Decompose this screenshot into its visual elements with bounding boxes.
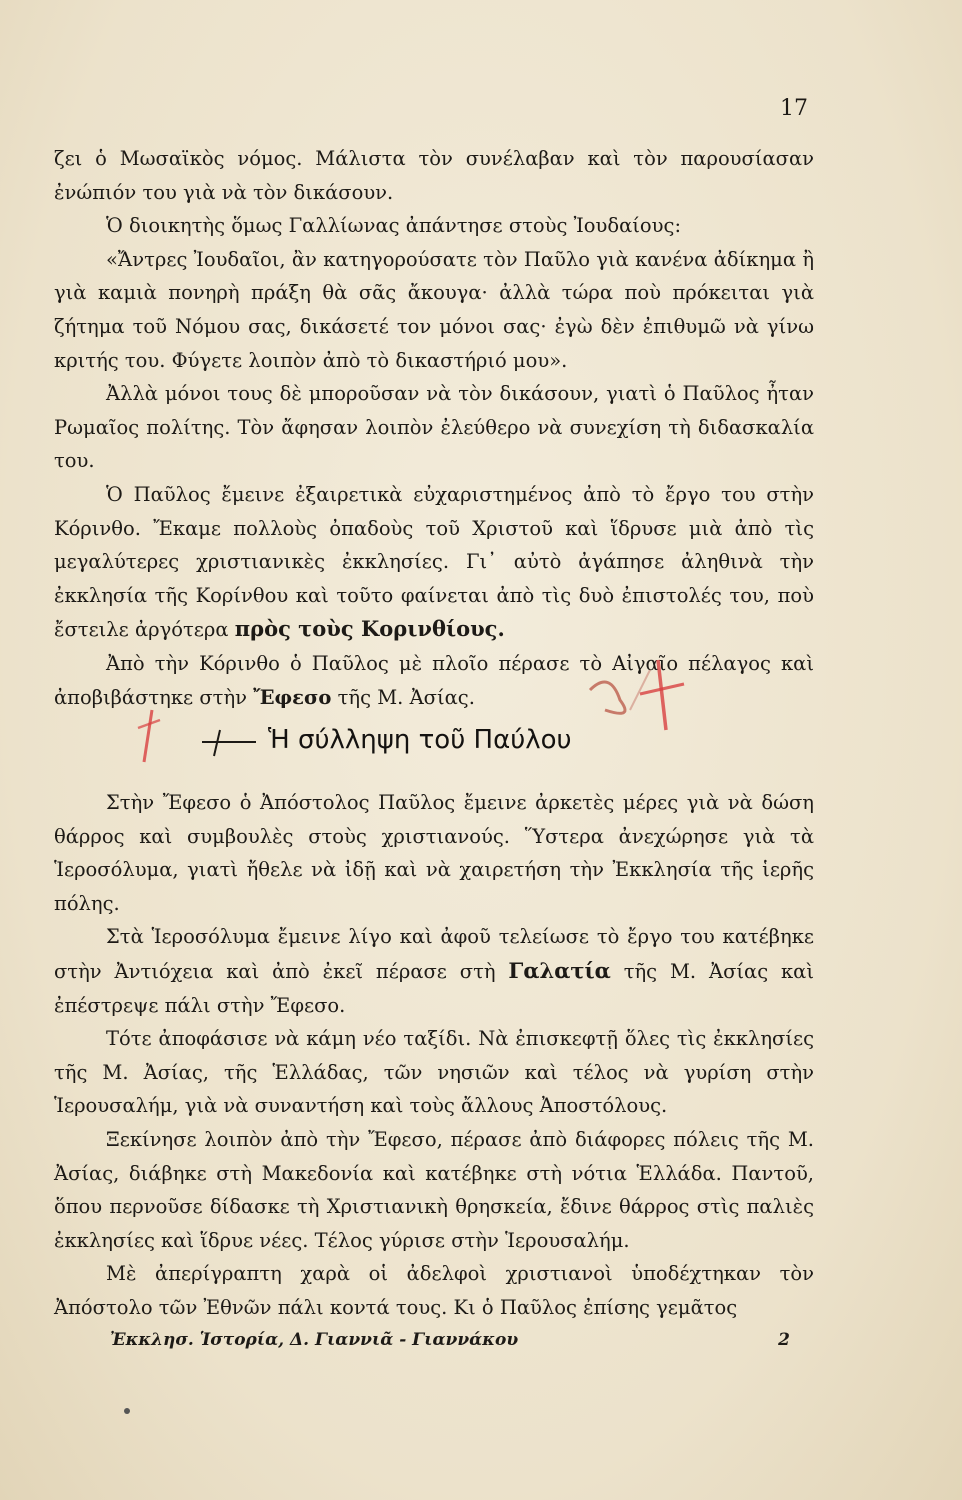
page-number: 17 xyxy=(780,96,808,121)
footer-citation: Ἐκκλησ. Ἱστορία, Δ. Γιαννιᾶ - Γιαννάκου xyxy=(110,1330,519,1350)
bold-phrase: Γαλατία xyxy=(508,957,611,983)
paragraph: «Ἄντρες Ἰουδαῖοι, ἂν κατηγορούσατε τὸν Παῦλο γιὰ κανένα ἀδίκημα ἢ γιὰ καμιὰ πονηρὴ πράξη θὰ σᾶς ἄκουγα· ἀλλὰ τώρα ποὺ πρόκειται γιὰ ζήτημα τοῦ Νόμου σας, δικάσετέ τον μόνοι σας· ἐγὼ δὲν ἐπιθυμῶ νὰ γίνω κριτής του. Φύγετε λοιπὸν ἀπὸ τὸ δικαστήριό μου». xyxy=(54,247,814,372)
heading-title: Ἡ σύλληψη τοῦ Παύλου xyxy=(268,725,572,755)
paragraph: Ὁ Παῦλος ἔμεινε ἐξαιρετικὰ εὐχαριστημένος ἀπὸ τὸ ἔργο του στὴν Κόρινθο. Ἔκαμε πολλοὺς ὀπαδοὺς τοῦ Χριστοῦ καὶ ἵδρυσε μιὰ ἀπὸ τὶς μεγαλύτερες χριστιανικὲς ἐκκλησίες. Γι᾿ αὐτὸ ἀγάπησε ἀληθινὰ τὴν ἐκκλησία τῆς Κορίνθου καὶ τοῦτο φαίνεται ἀπὸ τὶς δυὸ ἐπιστολές του, ποὺ ἔστειλε ἀργότερα πρὸς τοὺς Κορινθίους. xyxy=(54,482,814,642)
text-block-top xyxy=(54,142,814,714)
paragraph: Μὲ ἀπερίγραπτη χαρὰ οἱ ἀδελφοὶ χριστιανοὶ ὑποδέχτηκαν τὸν Ἀπόστολο τῶν Ἐθνῶν πάλι κοντά τους. Κι ὁ Παῦλος ἐπίσης γεμᾶτος xyxy=(54,1262,814,1319)
paragraph: Τότε ἀποφάσισε νὰ κάμη νέο ταξίδι. Νὰ ἐπισκεφτῇ ὅλες τὶς ἐκκλησίες τῆς Μ. Ἀσίας, τῆς Ἑλλάδας, τῶν νησιῶν καὶ τέλος νὰ γυρίση στὴν Ἱερουσαλήμ, γιὰ νὰ συναντήση καὶ τοὺς ἄλλους Ἀποστόλους. xyxy=(54,1027,814,1118)
paragraph: Ἀλλὰ μόνοι τους δὲ μποροῦσαν νὰ τὸν δικάσουν, γιατὶ ὁ Παῦλος ἦταν Ρωμαῖος πολίτης. Τὸν ἄφησαν λοιπὸν ἐλεύθερο νὰ συνεχίση τὴ διδασκαλία του. xyxy=(54,382,814,473)
paragraph: Ἀπὸ τὴν Κόρινθο ὁ Παῦλος μὲ πλοῖο πέρασε τὸ Αἰγαῖο πέλαγος καὶ ἀποβιβάστηκε στὴν Ἔφεσο τῆς Μ. Ἀσίας. xyxy=(54,651,814,709)
footer-signature-number: 2 xyxy=(778,1330,790,1350)
dash-mark xyxy=(194,720,264,760)
page-footer xyxy=(110,1330,790,1350)
bold-phrase: Ἔφεσο xyxy=(253,685,332,709)
paragraph: Στὰ Ἱεροσόλυμα ἔμεινε λίγο καὶ ἀφοῦ τελείωσε τὸ ἔργο του κατέβηκε στὴν Ἀντιόχεια καὶ ἀπὸ ἐκεῖ πέρασε στὴ Γαλατία τῆς Μ. Ἀσίας καὶ ἐπέστρεψε πάλι στὴν Ἔφεσο. xyxy=(54,925,814,1017)
paragraph: Ξεκίνησε λοιπὸν ἀπὸ τὴν Ἔφεσο, πέρασε ἀπὸ διάφορες πόλεις τῆς Μ. Ἀσίας, διάβηκε στὴ Μακεδονία καὶ κατέβηκε στὴ νότια Ἑλλάδα. Παντοῦ, ὅπου περνοῦσε δίδασκε τὴ Χριστιανικὴ θρησκεία, ἔδινε θάρρος στὶς παλιὲς ἐκκλησίες καὶ ἵδρυε νέες. Τέλος γύρισε στὴν Ἱερουσαλήμ. xyxy=(54,1127,814,1252)
paragraph: ζει ὁ Μωσαϊκὸς νόμος. Μάλιστα τὸν συνέλαβαν καὶ τὸν παρουσίασαν ἐνώπιόν του γιὰ νὰ τὸν δικάσουν. xyxy=(54,147,814,204)
text-block-bottom xyxy=(54,786,814,1325)
bold-phrase: πρὸς τοὺς Κορινθίους. xyxy=(234,616,505,642)
ink-spot xyxy=(124,1408,130,1414)
paragraph: Ὁ διοικητὴς ὅμως Γαλλίωνας ἀπάντησε στοὺς Ἰουδαίους: xyxy=(106,214,682,238)
section-heading xyxy=(54,720,814,760)
paragraph: Στὴν Ἔφεσο ὁ Ἀπόστολος Παῦλος ἔμεινε ἀρκετὲς μέρες γιὰ νὰ δώση θάρρος καὶ συμβουλὲς στοὺς χριστιανούς. Ὕστερα ἀνεχώρησε γιὰ τὰ Ἱεροσόλυμα, γιατὶ ἤθελε νὰ ἰδῇ καὶ νὰ χαιρετήση τὴν Ἐκκλησία τῆς ἱερῆς πόλης. xyxy=(54,791,814,915)
